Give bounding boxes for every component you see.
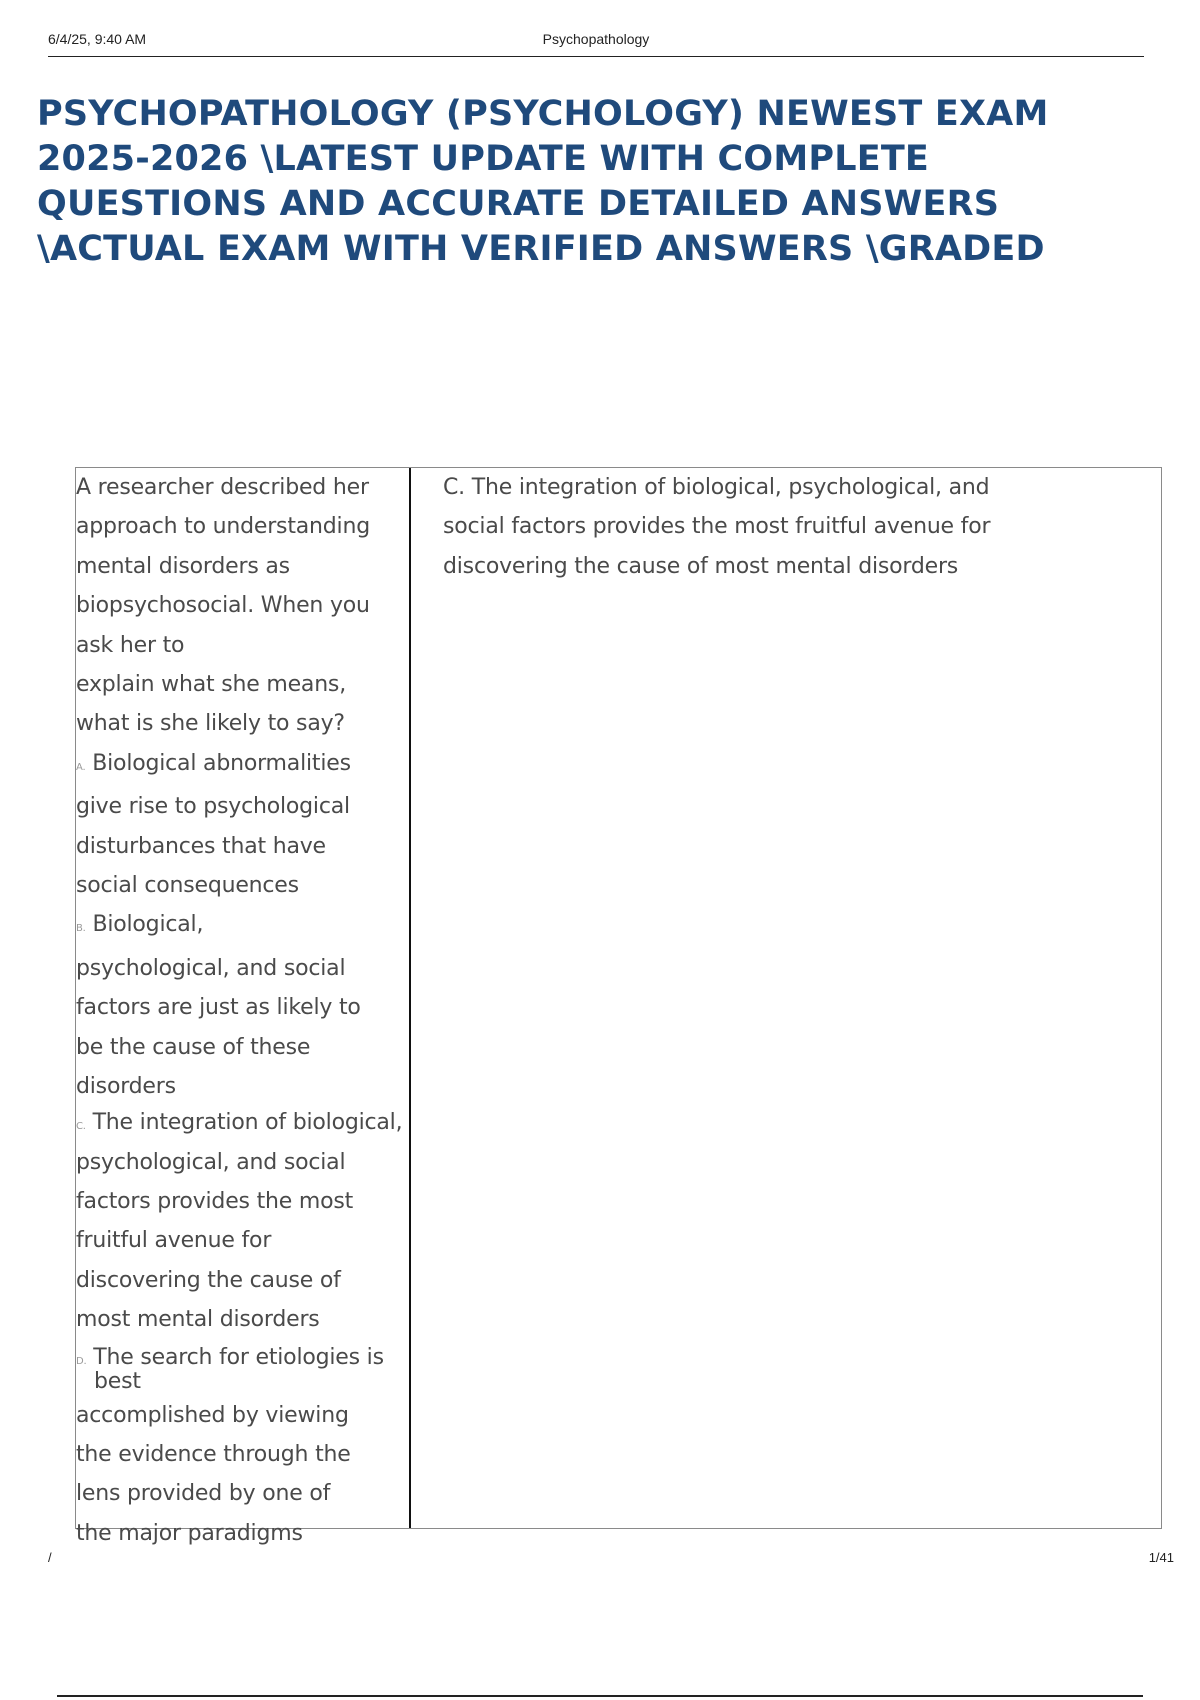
document-title	[37, 92, 1167, 272]
option-b-line: psychological, and social	[76, 955, 346, 981]
option-d-text: The search for etiologies is	[93, 1344, 384, 1370]
option-c-line: discovering the cause of	[76, 1267, 341, 1293]
question-line: ask her to	[76, 632, 185, 658]
option-d-line: the evidence through the	[76, 1441, 351, 1467]
question-cell	[76, 468, 411, 1546]
answer-cell	[411, 468, 1161, 1528]
option-a-label: A.	[76, 761, 86, 773]
document-title-line: \ACTUAL EXAM WITH VERIFIED ANSWERS \GRADED	[37, 229, 1045, 269]
option-a-line: social consequences	[76, 873, 299, 899]
option-b-label: B.	[76, 923, 86, 935]
question-line: mental disorders as	[76, 553, 290, 579]
option-b-line	[76, 905, 407, 948]
option-b-text: Biological,	[92, 912, 204, 938]
answer-line: C. The integration of biological, psychological, and	[443, 475, 990, 500]
option-a-text: Biological abnormalities	[92, 750, 351, 776]
question-line: what is she likely to say?	[76, 711, 345, 737]
answer-line: social factors provides the most fruitful avenue for	[443, 514, 991, 540]
bottom-divider	[57, 1695, 1143, 1697]
question-line: approach to understanding	[76, 514, 370, 540]
option-a-line	[76, 744, 407, 787]
print-header-title: Psychopathology	[542, 31, 650, 47]
option-b-line: factors are just as likely to	[76, 995, 361, 1021]
option-b-line: be the cause of these	[76, 1034, 311, 1060]
page-number: 1/41	[1148, 1550, 1174, 1565]
question-line: explain what she means,	[76, 672, 346, 698]
question-line: A researcher described her	[76, 475, 369, 500]
qa-table	[75, 467, 1162, 1546]
option-c-text: The integration of biological,	[92, 1109, 403, 1135]
answer-line: discovering the cause of most mental disorders	[443, 553, 959, 579]
option-b-line: disorders	[76, 1074, 176, 1100]
option-d-line	[76, 1340, 407, 1372]
document-title-line: 2025-2026 \LATEST UPDATE WITH COMPLETE	[37, 139, 929, 179]
option-d-line: accomplished by viewing	[76, 1402, 349, 1428]
option-c-line	[76, 1107, 407, 1143]
option-c-line: factors provides the most	[76, 1188, 354, 1214]
document-title-line: PSYCHOPATHOLOGY (PSYCHOLOGY) NEWEST EXAM	[37, 94, 1049, 134]
print-footer-mark: /	[48, 1550, 52, 1565]
option-c-line: most mental disorders	[76, 1307, 320, 1333]
question-line: biopsychosocial. When you	[76, 593, 370, 619]
option-d-line: best	[94, 1368, 141, 1394]
print-datetime: 6/4/25, 9:40 AM	[48, 31, 147, 47]
option-d-label: D.	[76, 1355, 87, 1367]
option-c-label: C.	[76, 1120, 86, 1132]
option-c-line: fruitful avenue for	[76, 1228, 272, 1254]
option-a-line: disturbances that have	[76, 833, 326, 859]
print-header	[48, 28, 1144, 57]
option-c-line: psychological, and social	[76, 1149, 346, 1175]
document-title-line: QUESTIONS AND ACCURATE DETAILED ANSWERS	[37, 184, 1000, 224]
option-d-line: lens provided by one of	[76, 1481, 331, 1507]
option-d-line: the major paradigms	[76, 1520, 303, 1546]
option-a-line: give rise to psychological	[76, 794, 350, 820]
